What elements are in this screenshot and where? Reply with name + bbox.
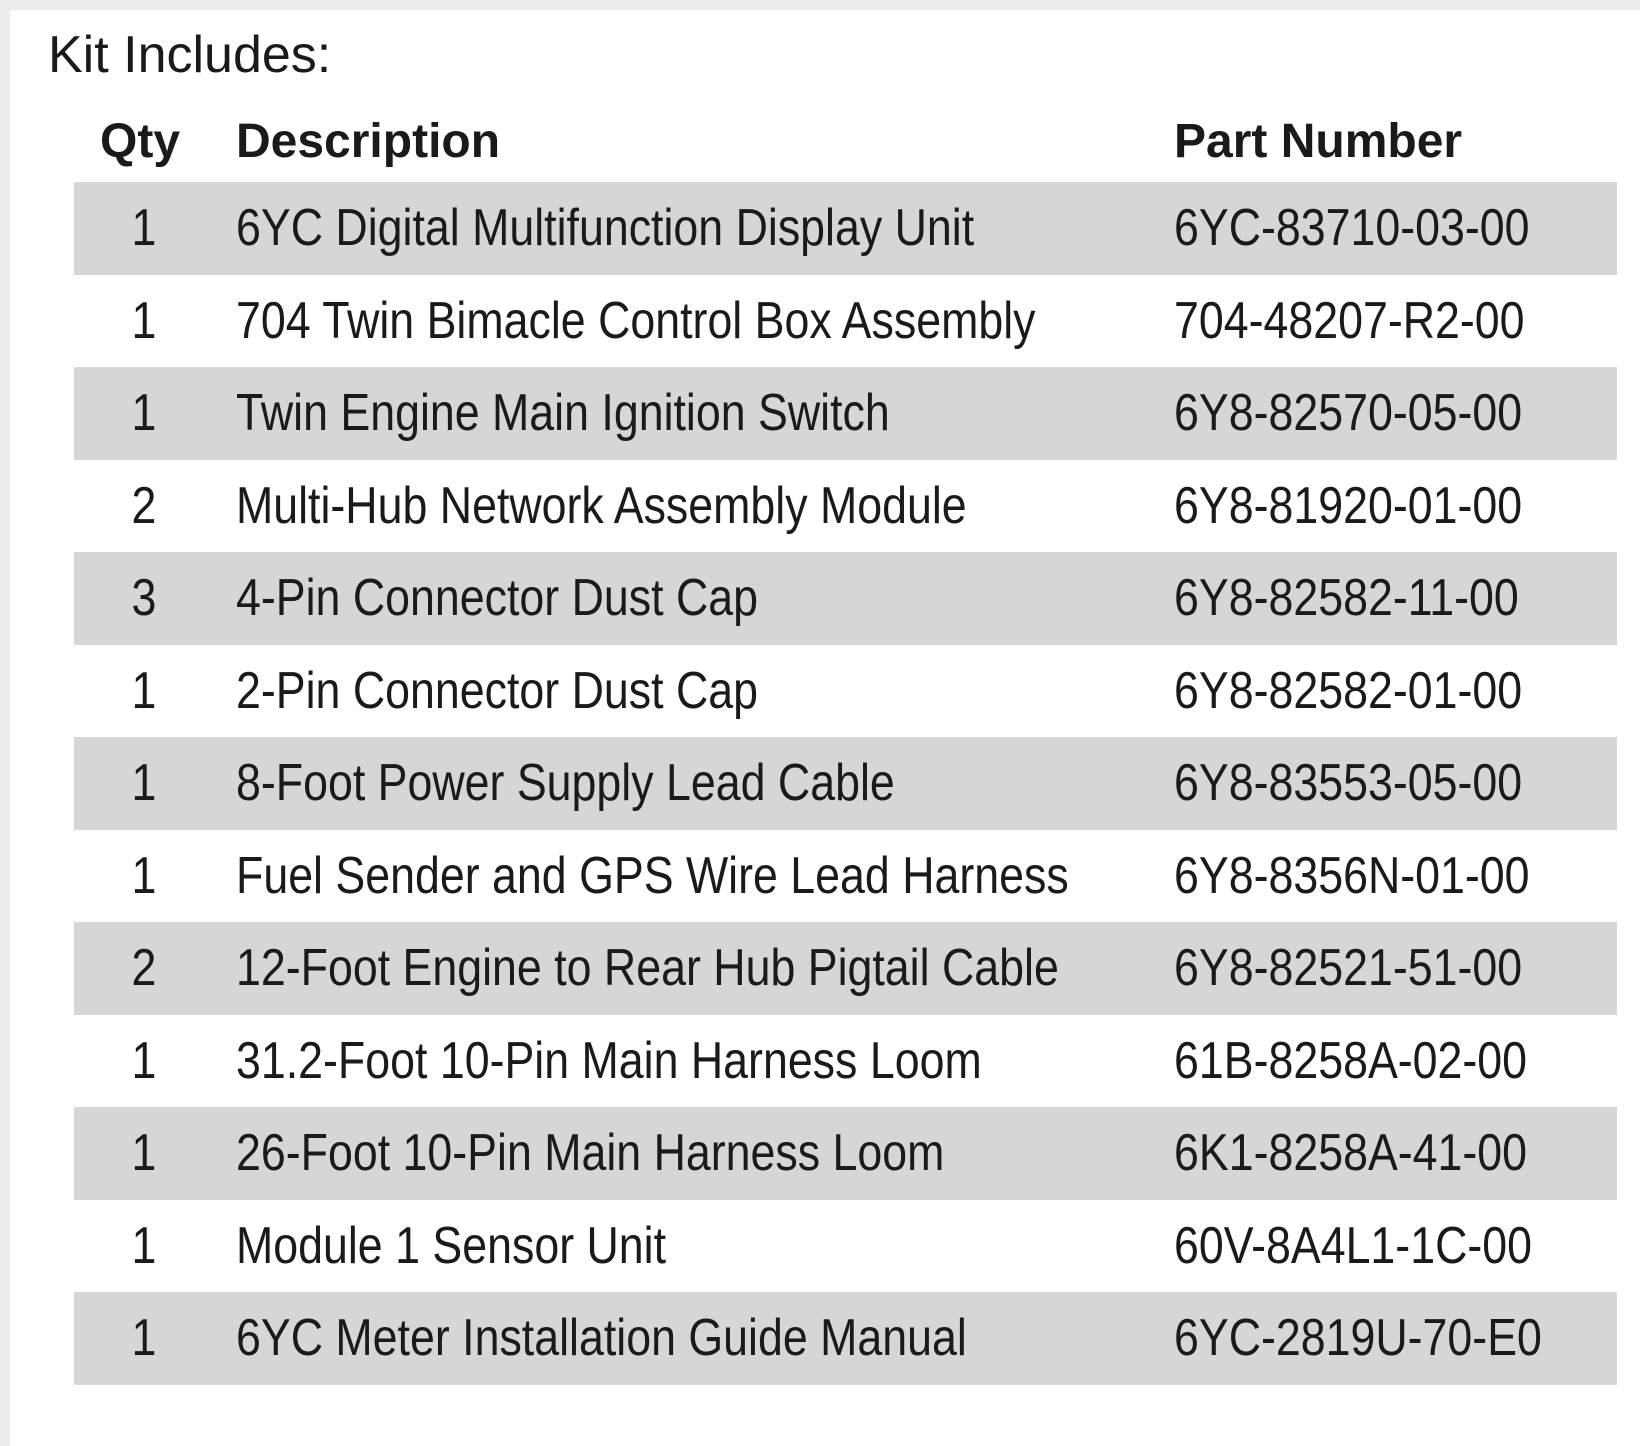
table-row [74,645,1617,738]
qty-cell: 1 [131,1124,157,1182]
description-cell: 26-Foot 10-Pin Main Harness Loom [236,1124,945,1182]
table-row [74,922,1617,1015]
table-row [74,182,1617,275]
table-row [74,830,1617,923]
table-row [74,552,1617,645]
part-number-cell: 6YC-2819U-70-E0 [1174,1309,1542,1367]
part-number-cell: 6Y8-8356N-01-00 [1174,846,1530,905]
table-row [74,460,1617,553]
part-number-column-header: Part Number [1174,115,1463,168]
description-cell: 12-Foot Engine to Rear Hub Pigtail Cable [236,939,1059,997]
part-number-cell: 60V-8A4L1-1C-00 [1174,1216,1533,1275]
kit-title: Kit Includes: [48,26,332,84]
table-row [74,1200,1617,1293]
description-cell: Module 1 Sensor Unit [236,1216,667,1275]
part-number-cell: 6Y8-82582-01-00 [1174,661,1523,720]
table-row [74,1107,1617,1200]
table-row [74,1292,1617,1385]
kit-contents-card [10,10,1640,1446]
part-number-cell: 61B-8258A-02-00 [1174,1031,1528,1090]
qty-cell: 1 [131,754,157,812]
qty-cell: 1 [131,1031,157,1090]
qty-cell: 3 [131,569,157,627]
qty-cell: 1 [131,661,157,720]
part-number-cell: 704-48207-R2-00 [1174,291,1525,350]
part-number-cell: 6Y8-82570-05-00 [1174,384,1523,442]
kit-table-body [74,182,1617,1385]
part-number-cell: 6Y8-82521-51-00 [1174,939,1523,997]
qty-cell: 1 [131,1216,157,1275]
description-cell: Multi-Hub Network Assembly Module [236,476,967,535]
description-cell: 6YC Meter Installation Guide Manual [236,1309,967,1367]
part-number-cell: 6K1-8258A-41-00 [1174,1124,1528,1182]
qty-column-header: Qty [100,115,181,168]
qty-cell: 1 [131,291,157,350]
description-cell: 2-Pin Connector Dust Cap [236,661,758,720]
description-column-header: Description [236,115,501,168]
table-header [74,102,1617,182]
qty-cell: 1 [131,846,157,905]
qty-cell: 1 [131,1309,157,1367]
part-number-cell: 6Y8-83553-05-00 [1174,754,1523,812]
table-row [74,275,1617,368]
description-cell: Twin Engine Main Ignition Switch [236,384,890,442]
table-row [74,1015,1617,1108]
table-row [74,367,1617,460]
description-cell: 8-Foot Power Supply Lead Cable [236,754,895,812]
description-cell: Fuel Sender and GPS Wire Lead Harness [236,846,1069,905]
part-number-cell: 6Y8-82582-11-00 [1174,569,1519,627]
qty-cell: 2 [131,939,157,997]
part-number-cell: 6YC-83710-03-00 [1174,199,1530,257]
description-cell: 31.2-Foot 10-Pin Main Harness Loom [236,1031,982,1090]
qty-cell: 2 [131,476,157,535]
qty-cell: 1 [131,199,157,257]
description-cell: 4-Pin Connector Dust Cap [236,569,758,627]
description-cell: 704 Twin Bimacle Control Box Assembly [236,291,1036,350]
table-row [74,737,1617,830]
part-number-cell: 6Y8-81920-01-00 [1174,476,1523,535]
description-cell: 6YC Digital Multifunction Display Unit [236,199,975,257]
qty-cell: 1 [131,384,157,442]
